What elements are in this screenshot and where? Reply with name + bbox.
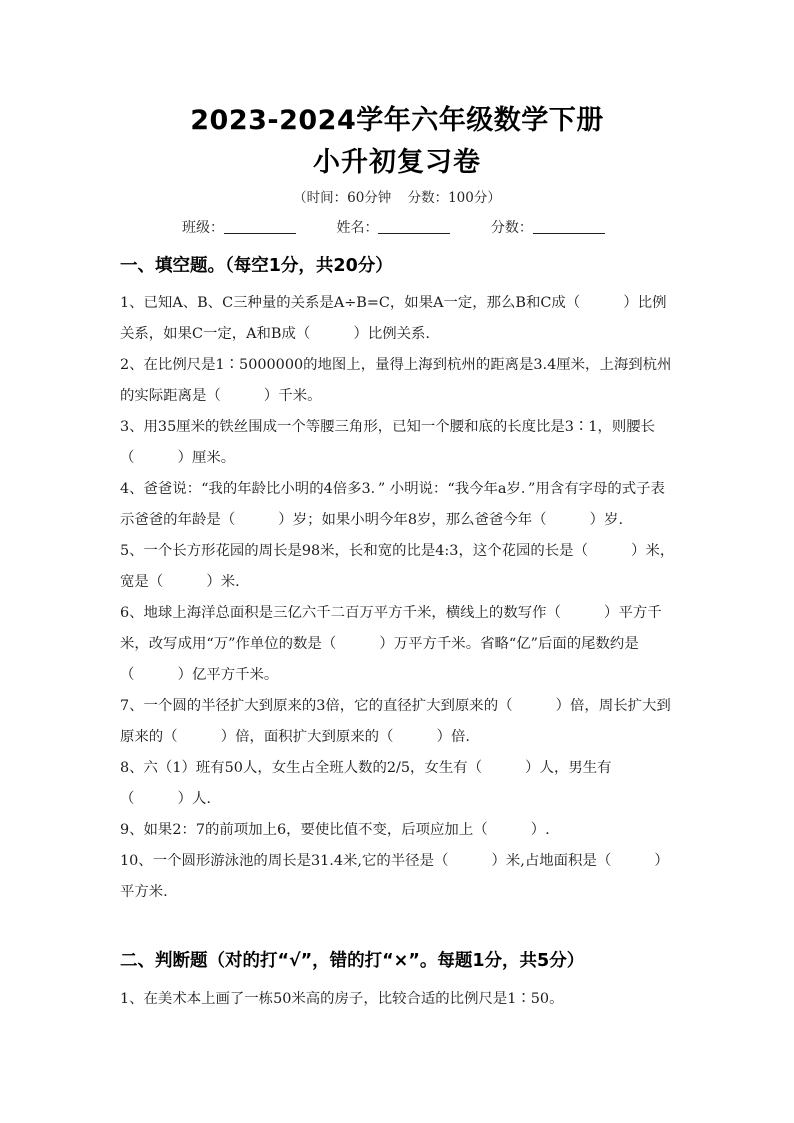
question-item: 4、爸爸说：“我的年龄比小明的4倍多3．” 小明说：“我今年a岁．”用含有字母的式子表示爸爸的年龄是（ ）岁；如果小明今年8岁，那么爸爸今年（ ）岁.: [120, 481, 665, 528]
true-false-question-list: [120, 984, 676, 1015]
fill-in-question-list: [120, 288, 676, 908]
question-item: 9、如果2：7的前项加上6，要使比值不变，后项应加上（ ）.: [120, 822, 550, 838]
question-item: 7、一个圆的半径扩大到原来的3倍，它的直径扩大到原来的（ ）倍，周长扩大到原来的（ ）倍，面积扩大到原来的（ ）倍.: [120, 698, 671, 745]
class-label: 班级：: [182, 220, 224, 236]
question-item: 8、六（1）班有50人，女生占全班人数的2/5，女生有（ ）人，男生有（ ）人.: [120, 760, 612, 807]
question-item: 5、一个长方形花园的周长是98米，长和宽的比是4:3，这个花园的长是（ ）米，宽是（ ）米.: [120, 543, 675, 590]
name-blank[interactable]: [378, 219, 450, 234]
score-blank[interactable]: [533, 219, 605, 234]
total-score: 分数：100分）: [407, 190, 501, 206]
time-limit: （时间：60分钟: [293, 190, 392, 206]
class-blank[interactable]: [224, 219, 296, 234]
exam-meta: [0, 186, 794, 206]
question-item: 2、在比例尺是1∶5000000的地图上，量得上海到杭州的距离是3.4厘米，上海到杭州的实际距离是（ ）千米。: [120, 357, 672, 404]
score-label: 分数：: [490, 220, 533, 236]
question-item: 1、在美术本上画了一栋50米高的房子，比较合适的比例尺是1∶50。: [120, 991, 564, 1007]
section-true-false-heading: 二、判断题（对的打“√”，错的打“×”。每题1分，共5分）: [120, 951, 585, 971]
question-item: 3、用35厘米的铁丝围成一个等腰三角形，已知一个腰和底的长度比是3∶1，则腰长（ ）厘米。: [120, 419, 656, 466]
question-item: 1、已知A、B、C三种量的关系是A÷B=C，如果A一定，那么B和C成（ ）比例关系，如果C一定，A和B成（ ）比例关系.: [120, 295, 667, 342]
section-fill-in-heading: 一、填空题。（每空1分，共20分）: [120, 256, 393, 276]
student-info-row: [182, 217, 641, 237]
question-item: 6、地球上海洋总面积是三亿六千二百万平方千米，横线上的数写作（ ）平方千米，改写成用“万”作单位的数是（ ）万平方千米。省略“亿”后面的尾数约是（ ）亿平方千米。: [120, 605, 662, 683]
exam-subtitle: 小升初复习卷: [313, 147, 481, 178]
question-item: 10、一个圆形游泳池的周长是31.4米,它的半径是（ ）米,占地面积是（ ）平方米.: [120, 853, 669, 900]
name-label: 姓名：: [336, 220, 379, 236]
exam-title: 2023-2024学年六年级数学下册: [190, 105, 604, 136]
